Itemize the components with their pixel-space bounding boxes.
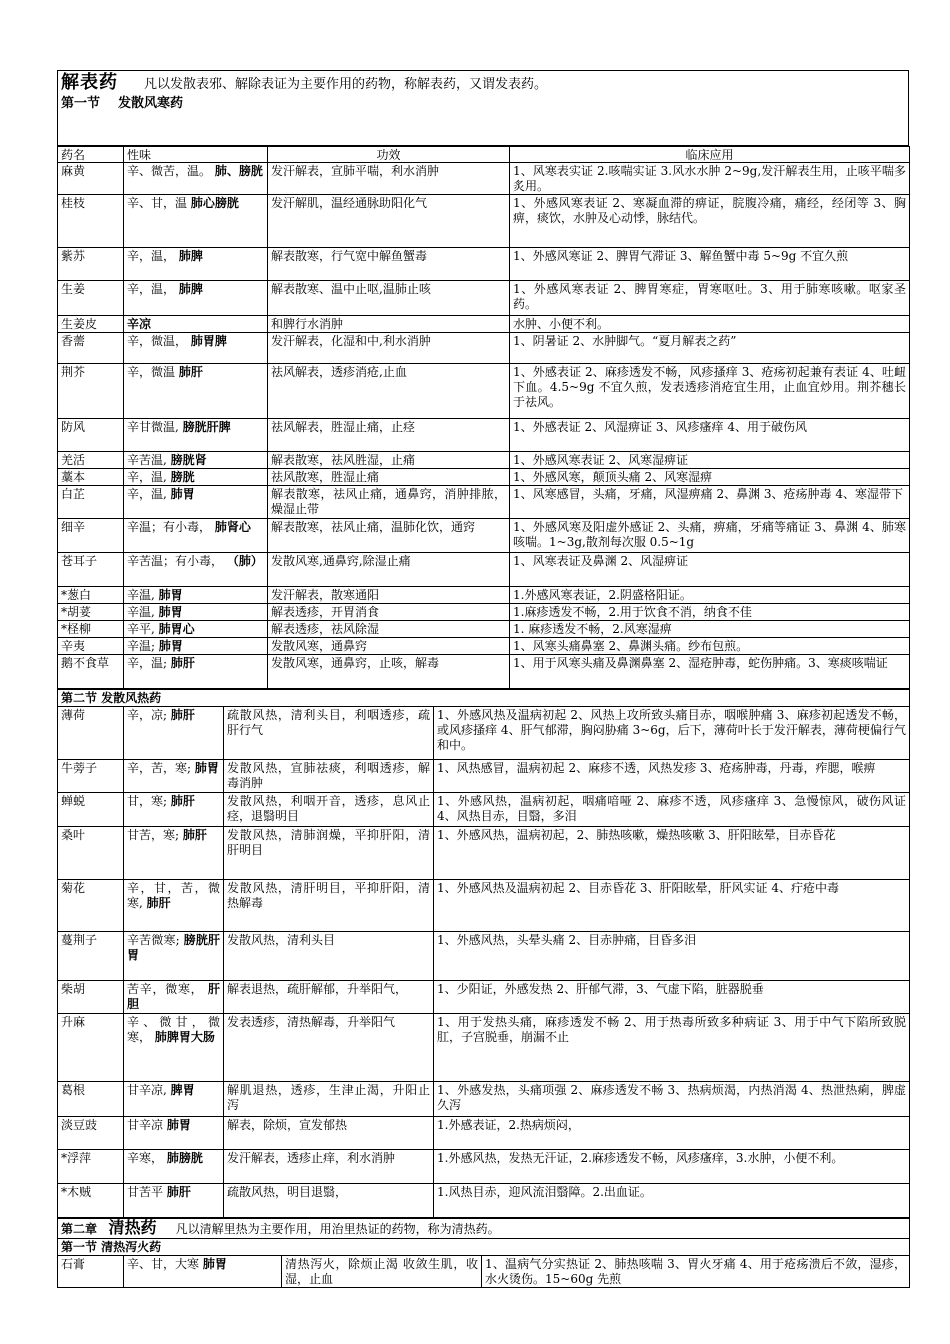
herb-effect: 解表散寒，行气宽中解鱼蟹毒: [268, 248, 510, 281]
herb-effect: 解表退热，疏肝解郁，升举阳气，: [224, 981, 434, 1014]
herb-nature: 甘苦平: [127, 1185, 164, 1199]
herb-meridian: 肺肝: [182, 828, 207, 842]
herb-effect: 发汗解表，散寒通阳: [268, 587, 510, 604]
herb-effect: 解表，除烦，宣发郁热: [224, 1117, 434, 1150]
herb-meridian: 肺肝: [166, 1185, 191, 1199]
herb-effect: 发散风热，宣肺祛痰，利咽透疹，解毒消肿: [224, 760, 434, 793]
herb-name: 细辛: [58, 519, 124, 553]
herb-meridian: 肺脾: [178, 249, 203, 263]
herb-meridian: 肺胃: [158, 588, 183, 602]
herb-nature: 辛、甘，温: [127, 196, 188, 210]
herb-meridian: 肺脾胃大肠: [154, 1030, 215, 1044]
herb-table-wind-cold: [57, 146, 910, 689]
herb-clinical: 1、外感风热，头晕头痛 2、目赤肿痛，目昏多泪: [434, 932, 910, 981]
herb-clinical: 1、用于风寒头痛及鼻渊鼻塞 2、湿疮肿毒，蛇伤肿痛。3、寒痰咳喘证: [510, 655, 910, 689]
herb-meridian: 肺肾心: [214, 520, 251, 534]
herb-effect: 和脾行水消肿: [268, 316, 510, 333]
herb-nature-cell: [124, 932, 224, 981]
table-row: [58, 469, 910, 486]
chapter-title: 解表药: [61, 72, 118, 93]
herb-name: 白芷: [58, 486, 124, 519]
table-row: [58, 638, 910, 655]
herb-nature: 辛、甘，大寒: [127, 1257, 200, 1271]
herb-clinical: 1、外感发热，头痛项强 2、麻疹透发不畅 3、热病烦渴，内热消渴 4、热泄热痢，脾虚久泻: [434, 1082, 910, 1117]
herb-clinical: 1、外感风寒证 2、脾胃气滞证 3、解鱼蟹中毒 5~9g 不宜久煎: [510, 248, 910, 281]
herb-clinical: 1、外感风寒及阳虚外感证 2、头痛，痹痛，牙痛等痛证 3、鼻渊 4、肺寒咳喘。1~3g,散剂每次服 0.5~1g: [510, 519, 910, 553]
herb-meridian: 膀胱: [170, 470, 195, 484]
herb-name: 羌活: [58, 452, 124, 469]
herb-effect: 发汗解表，宣肺平喘，利水消肿: [268, 163, 510, 195]
herb-meridian: 肺心膀胱: [190, 196, 239, 210]
table-row: [58, 760, 910, 793]
herb-nature-cell: [124, 553, 268, 587]
herb-nature: 辛温;: [127, 639, 156, 653]
herb-nature-cell: [124, 604, 268, 621]
herb-effect: 祛风解表，透疹消疮,止血: [268, 364, 510, 419]
herb-meridian: 肝胆: [127, 982, 220, 1011]
table-row: [58, 981, 910, 1014]
herb-meridian: 膀胱肾: [170, 453, 207, 467]
herb-nature-cell: [124, 760, 224, 793]
table-row: [58, 364, 910, 419]
herb-name: 紫苏: [58, 248, 124, 281]
chapter-header: [57, 70, 909, 146]
herb-meridian: 肺肝: [178, 365, 203, 379]
herb-name: 蔓荆子: [58, 932, 124, 981]
herb-nature: 辛，温，: [127, 282, 176, 296]
herb-meridian: 肺膀胱: [166, 1151, 203, 1165]
herb-name: *胡荽: [58, 604, 124, 621]
herb-nature: 辛温,: [127, 605, 155, 619]
herb-nature-cell: [124, 1256, 282, 1288]
herb-name: 薄荷: [58, 707, 124, 760]
herb-nature: 辛，温，: [127, 249, 176, 263]
header-clinical: 临床应用: [510, 147, 910, 163]
herb-clinical: 1、少阳证，外感发热 2、肝郁气滞，3、气虚下陷，脏器脱垂: [434, 981, 910, 1014]
herb-meridian: 膀胱肝脾: [182, 420, 231, 434]
herb-effect: 解肌退热，透疹，生津止渴，升阳止泻: [224, 1082, 434, 1117]
chapter-description: 凡以发散表邪、解除表证为主要作用的药物，称解表药，又谓发表药。: [144, 77, 548, 92]
herb-clinical: 1、风寒表实证 2.咳喘实证 3.风水水肿 2~9g,发汗解表生用，止咳平喘多炙用。: [510, 163, 910, 195]
document-page: [57, 70, 909, 1288]
herb-name: 石膏: [58, 1256, 124, 1288]
section-title-heat-fire: 第一节 清热泻火药: [58, 1239, 910, 1256]
herb-clinical: 1、外感风寒表证 2、脾胃寒症，胃寒呕吐。3、用于肺寒咳嗽。呕家圣药。: [510, 281, 910, 316]
herb-meridian: 肺胃脾: [190, 334, 227, 348]
table-row: [58, 932, 910, 981]
herb-effect: 解表散寒，祛风止痛，通鼻窍，消肿排脓，燥湿止带: [268, 486, 510, 519]
herb-clinical: 1. 麻疹透发不畅，2.风寒湿痹: [510, 621, 910, 638]
table-row: [58, 621, 910, 638]
section-label: 第一节: [61, 96, 101, 111]
herb-nature: 辛，凉;: [127, 708, 168, 722]
herb-nature-cell: [124, 707, 224, 760]
herb-nature-cell: [124, 364, 268, 419]
table-row: [58, 1256, 910, 1288]
herb-nature: 辛苦温,: [127, 453, 167, 467]
herb-effect: 发汗解表，透疹止痒，利水消肿: [224, 1150, 434, 1184]
herb-effect: 祛风解表，胜湿止痛，止痉: [268, 419, 510, 452]
herb-nature: 辛温；有小毒，: [127, 520, 212, 534]
herb-nature-cell: [124, 1184, 224, 1218]
herb-meridian: 肺胃: [170, 487, 195, 501]
herb-clinical: 1、温病气分实热证 2、肺热咳喘 3、胃火牙痛 4、用于疮疡溃后不敛，湿疹，水火烫伤。15~60g 先煎: [482, 1256, 910, 1288]
herb-clinical: 1、外感风热及温病初起 2、目赤昏花 3、肝阳眩晕，肝风实证 4、疔疮中毒: [434, 880, 910, 932]
herb-meridian: 肺肝: [170, 708, 195, 722]
herb-nature-cell: [124, 281, 268, 316]
herb-clinical: 1.风热目赤，迎风流泪翳障。2.出血证。: [434, 1184, 910, 1218]
table-row: [58, 333, 910, 364]
table-row: [58, 827, 910, 880]
herb-nature: 甘辛凉,: [127, 1083, 167, 1097]
herb-nature-cell: [124, 486, 268, 519]
herb-nature: 甘，寒;: [127, 794, 168, 808]
herb-clinical: 1、外感风寒表证 2、寒凝血滞的痹证，脘腹冷痛，痛经，经闭等 3、胸痹，痰饮，水肿及心动悸，脉结代。: [510, 195, 910, 248]
herb-effect: 祛风散寒，胜湿止痛: [268, 469, 510, 486]
herb-effect: 发散风热，利咽开音，透疹，息风止痉，退翳明目: [224, 793, 434, 827]
herb-effect: 发散风寒，通鼻窍: [268, 638, 510, 655]
herb-meridian: 肺、膀胱: [214, 164, 263, 178]
herb-name: 辛夷: [58, 638, 124, 655]
herb-meridian: 肺肝: [170, 656, 195, 670]
section-row: [58, 1239, 910, 1256]
herb-clinical: 1.麻疹透发不畅，2.用于饮食不消，纳食不佳: [510, 604, 910, 621]
herb-name: 菊花: [58, 880, 124, 932]
table-row: [58, 163, 910, 195]
herb-nature: 辛温,: [127, 588, 155, 602]
header-name: 药名: [58, 147, 124, 163]
table-row: [58, 1150, 910, 1184]
herb-clinical: 1、风寒表证及鼻渊 2、风湿痹证: [510, 553, 910, 587]
herb-nature-cell: [124, 587, 268, 604]
herb-table-wind-heat: [57, 689, 910, 1218]
herb-clinical: 1.外感风热，发热无汗证，2.麻疹透发不畅，风疹瘙痒，3.水肿，小便不利。: [434, 1150, 910, 1184]
herb-nature: 辛，微温: [127, 365, 176, 379]
table-row: [58, 604, 910, 621]
herb-clinical: 1、外感风热，温病初起，2、肺热咳嗽，燥热咳嗽 3、肝阳眩晕，目赤昏花: [434, 827, 910, 880]
herb-nature: 辛，微温，: [127, 334, 188, 348]
herb-name: 淡豆豉: [58, 1117, 124, 1150]
herb-meridian: （肺）: [226, 554, 263, 568]
table-row: [58, 519, 910, 553]
table-row: [58, 707, 910, 760]
table-row: [58, 1082, 910, 1117]
herb-clinical: 1.外感风寒表证，2.阴盛格阳证。: [510, 587, 910, 604]
herb-nature-cell: [124, 1082, 224, 1117]
herb-clinical: 1、风寒感冒，头痛，牙痛，风湿痹痛 2、鼻渊 3、疮疡肿毒 4、寒湿带下: [510, 486, 910, 519]
herb-name: 藁本: [58, 469, 124, 486]
herb-nature: 苦辛，微寒，: [127, 982, 204, 996]
header-effect: 功效: [268, 147, 510, 163]
chapter2-description: 凡以清解里热为主要作用，用治里热证的药物，称为清热药。: [175, 1222, 500, 1236]
table-row: [58, 248, 910, 281]
herb-nature: 辛，温;: [127, 656, 168, 670]
herb-clinical: 1、外感风热及温病初起 2、风热上攻所致头痛目赤，咽喉肿痛 3、麻疹初起透发不畅，或风疹搔痒 4、肝气郁滞，胸闷胁痛 3~6g，后下，薄荷叶长于发汗解表，薄荷梗偏行气和中。: [434, 707, 910, 760]
herb-nature-cell: [124, 419, 268, 452]
herb-meridian: 肺肝: [146, 896, 171, 910]
herb-meridian: 膀胱肝胃: [127, 933, 220, 962]
herb-nature: 辛，苦，寒;: [127, 761, 192, 775]
herb-meridian: 肺胃心: [158, 622, 195, 636]
herb-name: 柴胡: [58, 981, 124, 1014]
herb-clinical: 1、阴暑证 2、水肿脚气。“夏月解表之药”: [510, 333, 910, 364]
herb-effect: 发汗解肌，温经通脉助阳化气: [268, 195, 510, 248]
herb-name: 桑叶: [58, 827, 124, 880]
herb-clinical: 1、外感表证 2、麻疹透发不畅，风疹搔痒 3、疮疡初起兼有表证 4、吐衄下血。4.5~9g 不宜久煎，发表透疹消疮宜生用，止血宜炒用。荆芥穗长于祛风。: [510, 364, 910, 419]
section-title-wind-heat: 第二节 发散风热药: [58, 690, 910, 707]
herb-name: 麻黄: [58, 163, 124, 195]
table-row: [58, 316, 910, 333]
herb-meridian: 肺胃: [158, 605, 183, 619]
herb-nature-cell: [124, 1117, 224, 1150]
herb-clinical: 1.外感表证，2.热病烦闷，: [434, 1117, 910, 1150]
table-row: [58, 486, 910, 519]
table-row: [58, 195, 910, 248]
herb-nature-cell: [124, 827, 224, 880]
herb-nature-cell: [124, 333, 268, 364]
section-row: [58, 690, 910, 707]
herb-nature: 辛寒，: [127, 1151, 164, 1165]
herb-nature: 辛，温,: [127, 470, 167, 484]
herb-name: 蝉蜕: [58, 793, 124, 827]
herb-name: 鹅不食草: [58, 655, 124, 689]
herb-effect: 解表透疹，开胃消食: [268, 604, 510, 621]
herb-name: *柽柳: [58, 621, 124, 638]
herb-nature-cell: [124, 519, 268, 553]
herb-effect: 发散风热，清肺润燥，平抑肝阳，清肝明目: [224, 827, 434, 880]
herb-nature-cell: [124, 248, 268, 281]
herb-name: 牛蒡子: [58, 760, 124, 793]
herb-meridian: 肺脾: [178, 282, 203, 296]
herb-name: 升麻: [58, 1014, 124, 1082]
herb-effect: 疏散风热，明目退翳，: [224, 1184, 434, 1218]
herb-nature-cell: [124, 880, 224, 932]
herb-meridian: 肺胃: [166, 1118, 191, 1132]
herb-name: 荆芥: [58, 364, 124, 419]
herb-clinical: 1、外感表证 2、风湿痹证 3、风疹瘙痒 4、用于破伤风: [510, 419, 910, 452]
herb-name: 防风: [58, 419, 124, 452]
table-row: [58, 1014, 910, 1082]
herb-effect: 解表透疹，祛风除湿: [268, 621, 510, 638]
section-title: 发散风寒药: [118, 96, 184, 111]
herb-table-heat-clearing: [57, 1218, 910, 1288]
herb-nature-cell: [124, 655, 268, 689]
herb-nature-cell: [124, 621, 268, 638]
herb-nature-cell: [124, 163, 268, 195]
herb-clinical: 1、外感风热，温病初起，咽痛喑哑 2、麻疹不透，风疹瘙痒 3、急慢惊风，破伤风证 4、风热目赤，目翳，多泪: [434, 793, 910, 827]
herb-meridian: 肺胃: [194, 761, 219, 775]
herb-effect: 解表散寒、温中止呕,温肺止咳: [268, 281, 510, 316]
herb-nature: 辛、微苦，温。: [127, 164, 212, 178]
herb-effect: 解表散寒，祛风胜湿，止痛: [268, 452, 510, 469]
herb-nature: 辛甘微温,: [127, 420, 179, 434]
herb-nature: 辛苦微寒;: [127, 933, 180, 947]
herb-effect: 发汗解表，化湿和中,利水消肿: [268, 333, 510, 364]
herb-effect: 疏散风热，清利头目，利咽透疹，疏肝行气: [224, 707, 434, 760]
chapter2-title: 清热药: [108, 1218, 157, 1237]
herb-effect: 发散风热，清利头目: [224, 932, 434, 981]
herb-name: 苍耳子: [58, 553, 124, 587]
table-row: [58, 880, 910, 932]
herb-name: 葛根: [58, 1082, 124, 1117]
herb-meridian: 肺肝: [170, 794, 195, 808]
herb-nature-cell: [124, 1014, 224, 1082]
herb-nature-cell: [124, 1150, 224, 1184]
herb-effect: 发散风寒，通鼻窍，止咳，解毒: [268, 655, 510, 689]
table-row: [58, 281, 910, 316]
herb-name: *木贼: [58, 1184, 124, 1218]
herb-nature-cell: [124, 638, 268, 655]
herb-name: 香薷: [58, 333, 124, 364]
table-row: [58, 587, 910, 604]
herb-nature-cell: [124, 452, 268, 469]
table-row: [58, 1117, 910, 1150]
herb-nature-cell: [124, 316, 268, 333]
herb-nature: 甘辛凉: [127, 1118, 164, 1132]
herb-effect: 发散风热，清肝明目，平抑肝阳，清热解毒: [224, 880, 434, 932]
herb-clinical: 1、风寒头痛鼻塞 2、鼻渊头痛。纱布包煎。: [510, 638, 910, 655]
herb-name: *浮萍: [58, 1150, 124, 1184]
table-row: [58, 1184, 910, 1218]
herb-name: *葱白: [58, 587, 124, 604]
header-nature: 性味: [124, 147, 268, 163]
herb-meridian: 肺胃: [202, 1257, 227, 1271]
herb-name: 桂枝: [58, 195, 124, 248]
table-row: [58, 553, 910, 587]
herb-name: 生姜: [58, 281, 124, 316]
herb-meridian: 脾胃: [170, 1083, 195, 1097]
herb-effect: 解表散寒，祛风止痛，温肺化饮，通窍: [268, 519, 510, 553]
herb-clinical: 1、用于发热头痛，麻疹透发不畅 2、用于热毒所致多种病证 3、用于中气下陷所致脱肛，子宫脱垂，崩漏不止: [434, 1014, 910, 1082]
table-header-row: [58, 147, 910, 163]
herb-nature: 辛苦温；有小毒，: [127, 554, 224, 568]
herb-clinical: 1、外感风寒，颠顶头痛 2、风寒湿痹: [510, 469, 910, 486]
herb-effect: 清热泻火，除烦止渴 收敛生肌，收湿，止血: [282, 1256, 482, 1288]
herb-effect: 发散风寒,通鼻窍,除湿止痛: [268, 553, 510, 587]
chapter2-row: [58, 1219, 910, 1239]
table-row: [58, 793, 910, 827]
table-row: [58, 419, 910, 452]
table-row: [58, 452, 910, 469]
herb-meridian: 辛凉: [127, 317, 152, 331]
herb-nature: 甘苦，寒;: [127, 828, 180, 842]
herb-meridian: 肺胃: [158, 639, 183, 653]
herb-nature-cell: [124, 981, 224, 1014]
herb-clinical: 水肿、小便不利。: [510, 316, 910, 333]
herb-nature: 辛、微甘，微寒，: [127, 1015, 220, 1044]
herb-clinical: 1、外感风寒表证 2、风寒湿痹证: [510, 452, 910, 469]
herb-nature-cell: [124, 195, 268, 248]
herb-nature-cell: [124, 793, 224, 827]
herb-effect: 发表透疹，清热解毒，升举阳气: [224, 1014, 434, 1082]
table-row: [58, 655, 910, 689]
herb-nature: 辛，温,: [127, 487, 167, 501]
herb-nature: 辛，甘，苦，微寒,: [127, 881, 220, 910]
herb-nature: 辛平,: [127, 622, 155, 636]
chapter2-label: 第二章: [61, 1222, 98, 1236]
herb-clinical: 1、风热感冒，温病初起 2、麻疹不透，风热发疹 3、疮疡肿毒，丹毒，痄腮，喉痹: [434, 760, 910, 793]
herb-name: 生姜皮: [58, 316, 124, 333]
herb-nature-cell: [124, 469, 268, 486]
